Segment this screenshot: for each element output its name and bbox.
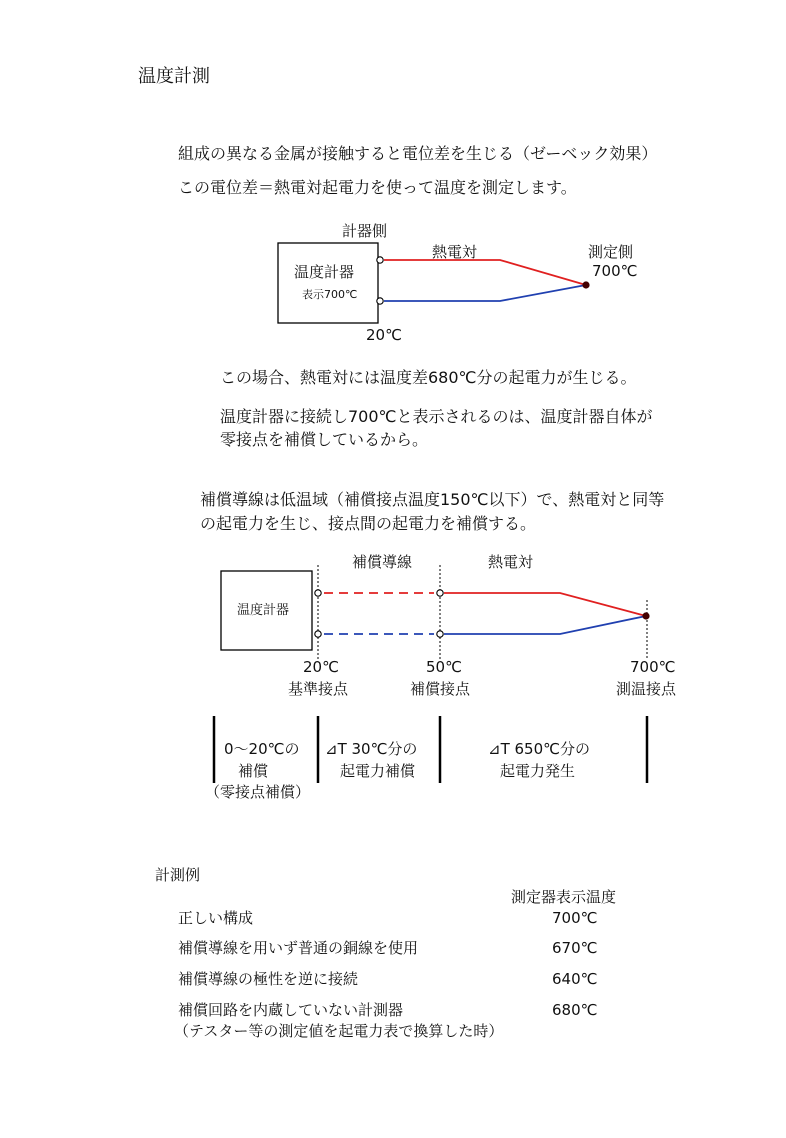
example-row-value: 670℃ [552,939,598,957]
comp-line-1: 補償導線は低温域（補償接点温度150℃以下）で、熱電対と同等 [200,490,665,509]
explain-line-3: 零接点を補償しているから。 [220,430,429,449]
positive-wire-2 [444,593,646,616]
measure-junction-1 [582,281,589,288]
comp-line-2: の起電力を生じ、接点間の起電力を補償する。 [200,514,537,533]
segment2-line2: 起電力補償 [340,762,416,780]
example-row-label: 補償回路を内蔵していない計測器 [178,1001,404,1019]
comp-wire-label: 補償導線 [352,553,413,571]
example-note: （テスター等の測定値を起電力表で換算した時） [174,1022,504,1040]
meter-box-1 [278,243,378,323]
terminal-1-bottom [377,298,383,304]
example-row-value: 700℃ [552,909,598,927]
negative-wire-2 [444,616,646,634]
meter-display-1: 表示700℃ [302,288,358,301]
segment1-line3: （零接点補償） [205,783,311,801]
example-row-label: 補償導線を用いず普通の銅線を使用 [178,939,419,957]
positive-wire-1 [384,260,586,285]
example-row-label: 正しい構成 [178,909,254,927]
meter-side-label: 計器側 [342,222,388,240]
point2-temp: 50℃ [426,658,462,676]
segment3-line1: ⊿T 650℃分の [488,740,590,758]
intro-line-2: この電位差＝熱電対起電力を使って温度を測定します。 [178,178,577,197]
terminal-2-bottom [315,631,321,637]
terminal-3-top [437,590,443,596]
measure-junction-2 [642,612,649,619]
terminal-2-top [315,590,321,596]
explain-line-1: この場合、熱電対には温度差680℃分の起電力が生じる。 [220,368,637,387]
thermocouple-label-2: 熱電対 [488,553,534,571]
terminal-1-top [377,257,383,263]
intro-line-1: 組成の異なる金属が接触すると電位差を生じる（ゼーベック効果） [178,144,658,163]
terminal-3-bottom [437,631,443,637]
point3-name: 測温接点 [616,680,677,698]
negative-wire-1 [384,285,586,301]
point3-temp: 700℃ [630,658,676,676]
segment2-line1: ⊿T 30℃分の [325,740,418,758]
segment1-line1: 0～20℃の [224,740,300,758]
example-row-value: 680℃ [552,1001,598,1019]
meter-name-1: 温度計器 [294,263,355,281]
page-title: 温度計測 [138,66,210,87]
point1-name: 基準接点 [288,680,349,698]
example-row-value: 640℃ [552,970,598,988]
examples-heading: 計測例 [155,866,201,884]
ref-temp-1: 20℃ [366,326,402,344]
point1-temp: 20℃ [303,658,339,676]
thermocouple-label-1: 熱電対 [432,243,478,261]
examples-column-header: 測定器表示温度 [511,888,617,906]
measure-side-label: 測定側 [588,243,634,261]
point2-name: 補償接点 [410,680,471,698]
example-row-label: 補償導線の極性を逆に接続 [178,970,359,988]
explain-line-2: 温度計器に接続し700℃と表示されるのは、温度計器自体が [220,407,653,426]
segment3-line2: 起電力発生 [500,762,576,780]
measure-temp-1: 700℃ [592,262,638,280]
meter-name-2: 温度計器 [237,603,290,618]
segment1-line2: 補償 [238,762,269,780]
